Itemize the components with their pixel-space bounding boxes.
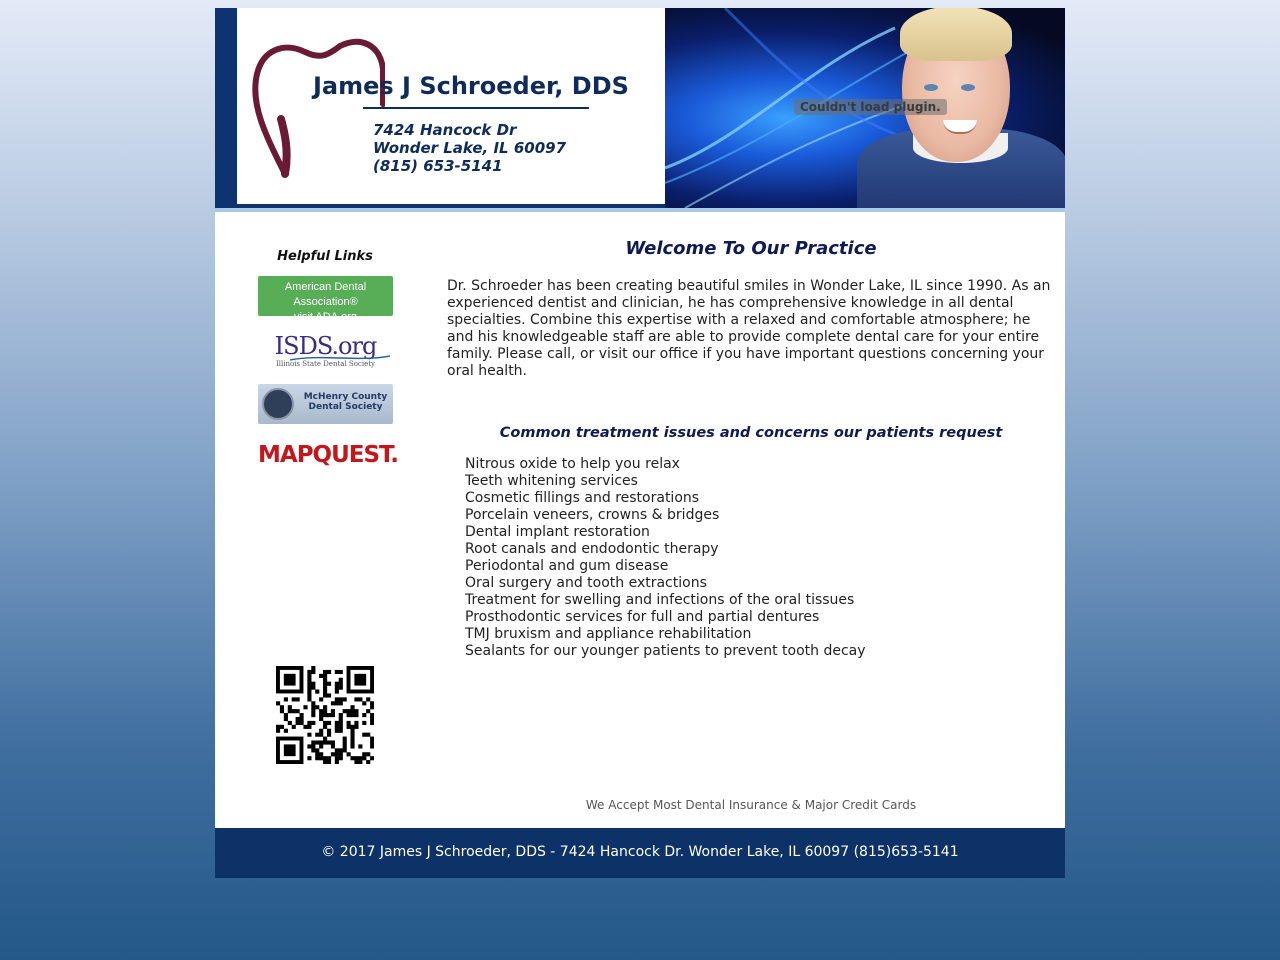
isds-logo-text: ISDS.org (274, 332, 377, 360)
helpful-links-title: Helpful Links (277, 249, 373, 264)
photo-child-hair (900, 8, 1012, 61)
mchenry-line2: Dental Society (308, 402, 383, 412)
phone-number: (815) 653-5141 (373, 157, 503, 175)
service-item: Teeth whitening services (465, 473, 638, 489)
service-item: Porcelain veneers, crowns & bridges (465, 507, 720, 523)
service-item: Periodontal and gum disease (465, 558, 669, 574)
service-item: Oral surgery and tooth extractions (465, 575, 707, 591)
mchenry-link[interactable] (258, 384, 393, 424)
services-list (465, 456, 866, 660)
content-area (215, 212, 1065, 828)
service-item: Sealants for our younger patients to prevent tooth decay (465, 643, 866, 659)
ada-link-line2: visit ADA.org (294, 311, 357, 323)
service-item: TMJ bruxism and appliance rehabilitation (465, 626, 752, 642)
service-item: Prosthodontic services for full and partial dentures (465, 609, 820, 625)
service-item: Root canals and endodontic therapy (465, 541, 719, 557)
photo-eye-right (961, 84, 975, 91)
header-banner (215, 8, 1065, 208)
service-item: Nitrous oxide to help you relax (465, 456, 680, 472)
ada-link-line1: American Dental Association® (284, 281, 367, 308)
mchenry-line1: McHenry County (303, 392, 388, 402)
ada-link[interactable] (258, 276, 393, 323)
intro-paragraph: Dr. Schroeder has been creating beautiful smiles in Wonder Lake, IL since 1990. As an experienced dentist and clinician, he has comprehensive knowledge in all dental specialties. Combine this expertise with a relaxed and comfortable atmosphere; he and his knowledgeable staff are able to provide complete dental care for your entire family. Please call, or visit our office if you have important questions concerning your oral health. (447, 278, 1051, 379)
address-line-2: Wonder Lake, IL 60097 (373, 139, 567, 157)
name-underline (363, 107, 589, 109)
page-container (215, 8, 1065, 878)
photo-eye-left (924, 84, 938, 91)
services-title: Common treatment issues and concerns our patients request (499, 425, 1003, 441)
footer-copyright: © 2017 James J Schroeder, DDS - 7424 Hancock Dr. Wonder Lake, IL 60097 (815)653-5141 (321, 844, 959, 860)
plugin-error-message: Couldn't load plugin. (794, 99, 947, 115)
welcome-title: Welcome To Our Practice (625, 238, 877, 259)
tooth-logo-icon (245, 34, 385, 184)
practice-name: James J Schroeder, DDS (313, 72, 629, 100)
practice-logo-panel (237, 8, 665, 204)
isds-link[interactable] (258, 332, 393, 372)
footer (215, 828, 1065, 878)
insurance-note: We Accept Most Dental Insurance & Major Credit Cards (585, 798, 917, 812)
service-item: Treatment for swelling and infections of the oral tissues (465, 592, 855, 608)
service-item: Cosmetic fillings and restorations (465, 490, 700, 506)
isds-subtitle: Illinois State Dental Society (275, 360, 375, 368)
qr-code-icon (276, 666, 374, 764)
mchenry-link-text (298, 392, 393, 412)
mapquest-link[interactable]: MAPQUEST. (258, 442, 398, 468)
service-item: Dental implant restoration (465, 524, 650, 540)
address-line-1: 7424 Hancock Dr (373, 121, 517, 139)
mchenry-seal-icon (262, 388, 294, 420)
header-photo (665, 8, 1065, 208)
